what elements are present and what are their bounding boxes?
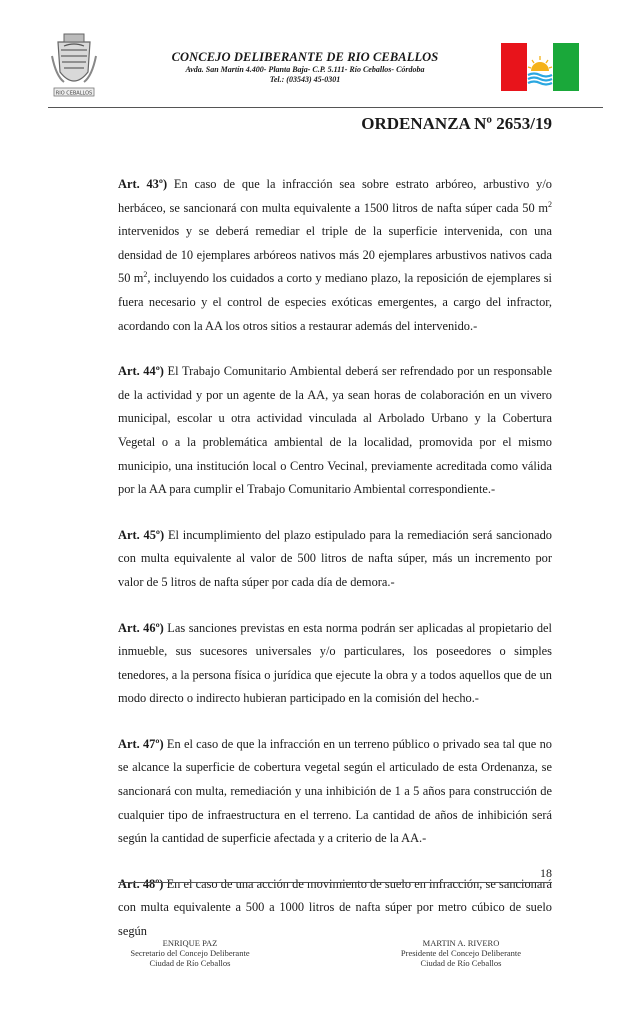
superscript: 2 [548,199,552,209]
article-text: En el caso de una acción de movimiento de suelo en infracción, se sancionará con multa equivalente a 500 a 1000 litros de nafta súper por metro cúbico de suelo según [118,876,552,939]
signature-right [366,938,556,968]
footer-divider [118,882,552,883]
page-number: 18 [540,866,552,880]
council-phone: Tel.: (03543) 45-0301 [269,75,341,84]
signature-left [95,938,285,968]
ordinance-title: ORDENANZA Nº 2653/19 [361,114,552,133]
article-label: Art. 44º) [118,364,164,379]
article-46 [118,617,552,711]
signatory-name: MARTIN A. RIVERO [422,938,500,948]
signatory-place: Ciudad de Río Ceballos [149,958,231,968]
article-44 [118,360,552,502]
article-label: Art. 43º) [118,177,168,191]
letterhead-text [120,50,490,85]
article-45 [118,524,552,595]
coat-caption: RIO CEBALLOS [55,90,93,97]
article-text: Las sanciones previstas en esta norma podrán ser aplicadas al propietario del inmueble, sus sucesores universales y/o particulares, los poseedores o simples tenedores, a la persona física o jurídica que ejecute la obra y a todos aquellos que de un modo directo o indirecto hubieran participado en la comisión del hecho.- [118,620,552,706]
rio-ceballos-flag-icon [501,43,579,91]
article-label: Art. 48º) [118,876,164,891]
article-43 [118,173,552,338]
article-label: Art. 46º) [118,620,164,635]
article-label: Art. 47º) [118,736,164,751]
signatory-role: Secretario del Concejo Deliberante [130,948,250,958]
article-48 [118,873,552,944]
signatory-role: Presidente del Concejo Deliberante [400,948,522,958]
header-divider [48,107,603,108]
article-text: El Trabajo Comunitario Ambiental deberá ser refrendado por un responsable de la actividad y por un agente de la AA, ya sean horas de colaboración en un vivero municipal, escolar u otra actividad vinculada al Arbolado Urbano y la Cobertura Vegetal o a la problemática ambiental de la localidad, promovida por el mismo municipio, una institución local o Centro Vecinal, previamente acreditada como válida por la AA para cumplir el Trabajo Comunitario Ambiental correspondiente.- [118,364,552,497]
article-text: En caso de que la infracción sea sobre estrato arbóreo, arbustivo y/o herbáceo, se sancionará con multa equivalente a 1500 litros de nafta súper cada 50 m [118,177,552,215]
ordinance-body [118,173,552,966]
article-label: Art. 45º) [118,527,165,542]
article-text: El incumplimiento del plazo estipulado para la remediación será sancionado con multa equivalente al valor de 500 litros de nafta súper, más un incremento por valor de 5 litros de nafta súper por cada día de demora.- [118,527,552,589]
superscript: 2 [143,270,148,280]
article-text: intervenidos y se deberá remediar el triple de la superficie intervenida, con una densidad de 10 ejemplares arbóreos nativos más 20 ejemplares arbustivos nativos cada 50 m [118,224,552,286]
signatory-name: ENRIQUE PAZ [162,938,218,948]
signatory-place: Ciudad de Río Ceballos [420,958,502,968]
coat-of-arms-icon [50,32,98,98]
article-text: En el caso de que la infracción en un terreno público o privado sea tal que no se alcance la superficie de cobertura vegetal según el articulado de esta Ordenanza, se sancionará con multa, remediación y una inhibición de 1 a 5 años para construcción de cualquier tipo de infraestructura en el terreno. La cantidad de años de inhibición será según la cantidad de superficie afectada y a criterio de la AA.- [118,736,552,846]
council-address: Avda. San Martín 4.400- Planta Baja- C.P. 5.111- Río Ceballos- Córdoba [185,65,425,74]
article-47 [118,733,552,851]
council-name: CONCEJO DELIBERANTE DE RIO CEBALLOS [171,50,439,64]
article-text: , incluyendo los cuidados a corto y mediano plazo, la reposición de ejemplares si fuera necesario y el control de especies exóticas emergentes, a cargo del infractor, acordando con la AA los otros sitios a restaurar además del intervenido.- [118,271,552,333]
letterhead [0,0,622,110]
